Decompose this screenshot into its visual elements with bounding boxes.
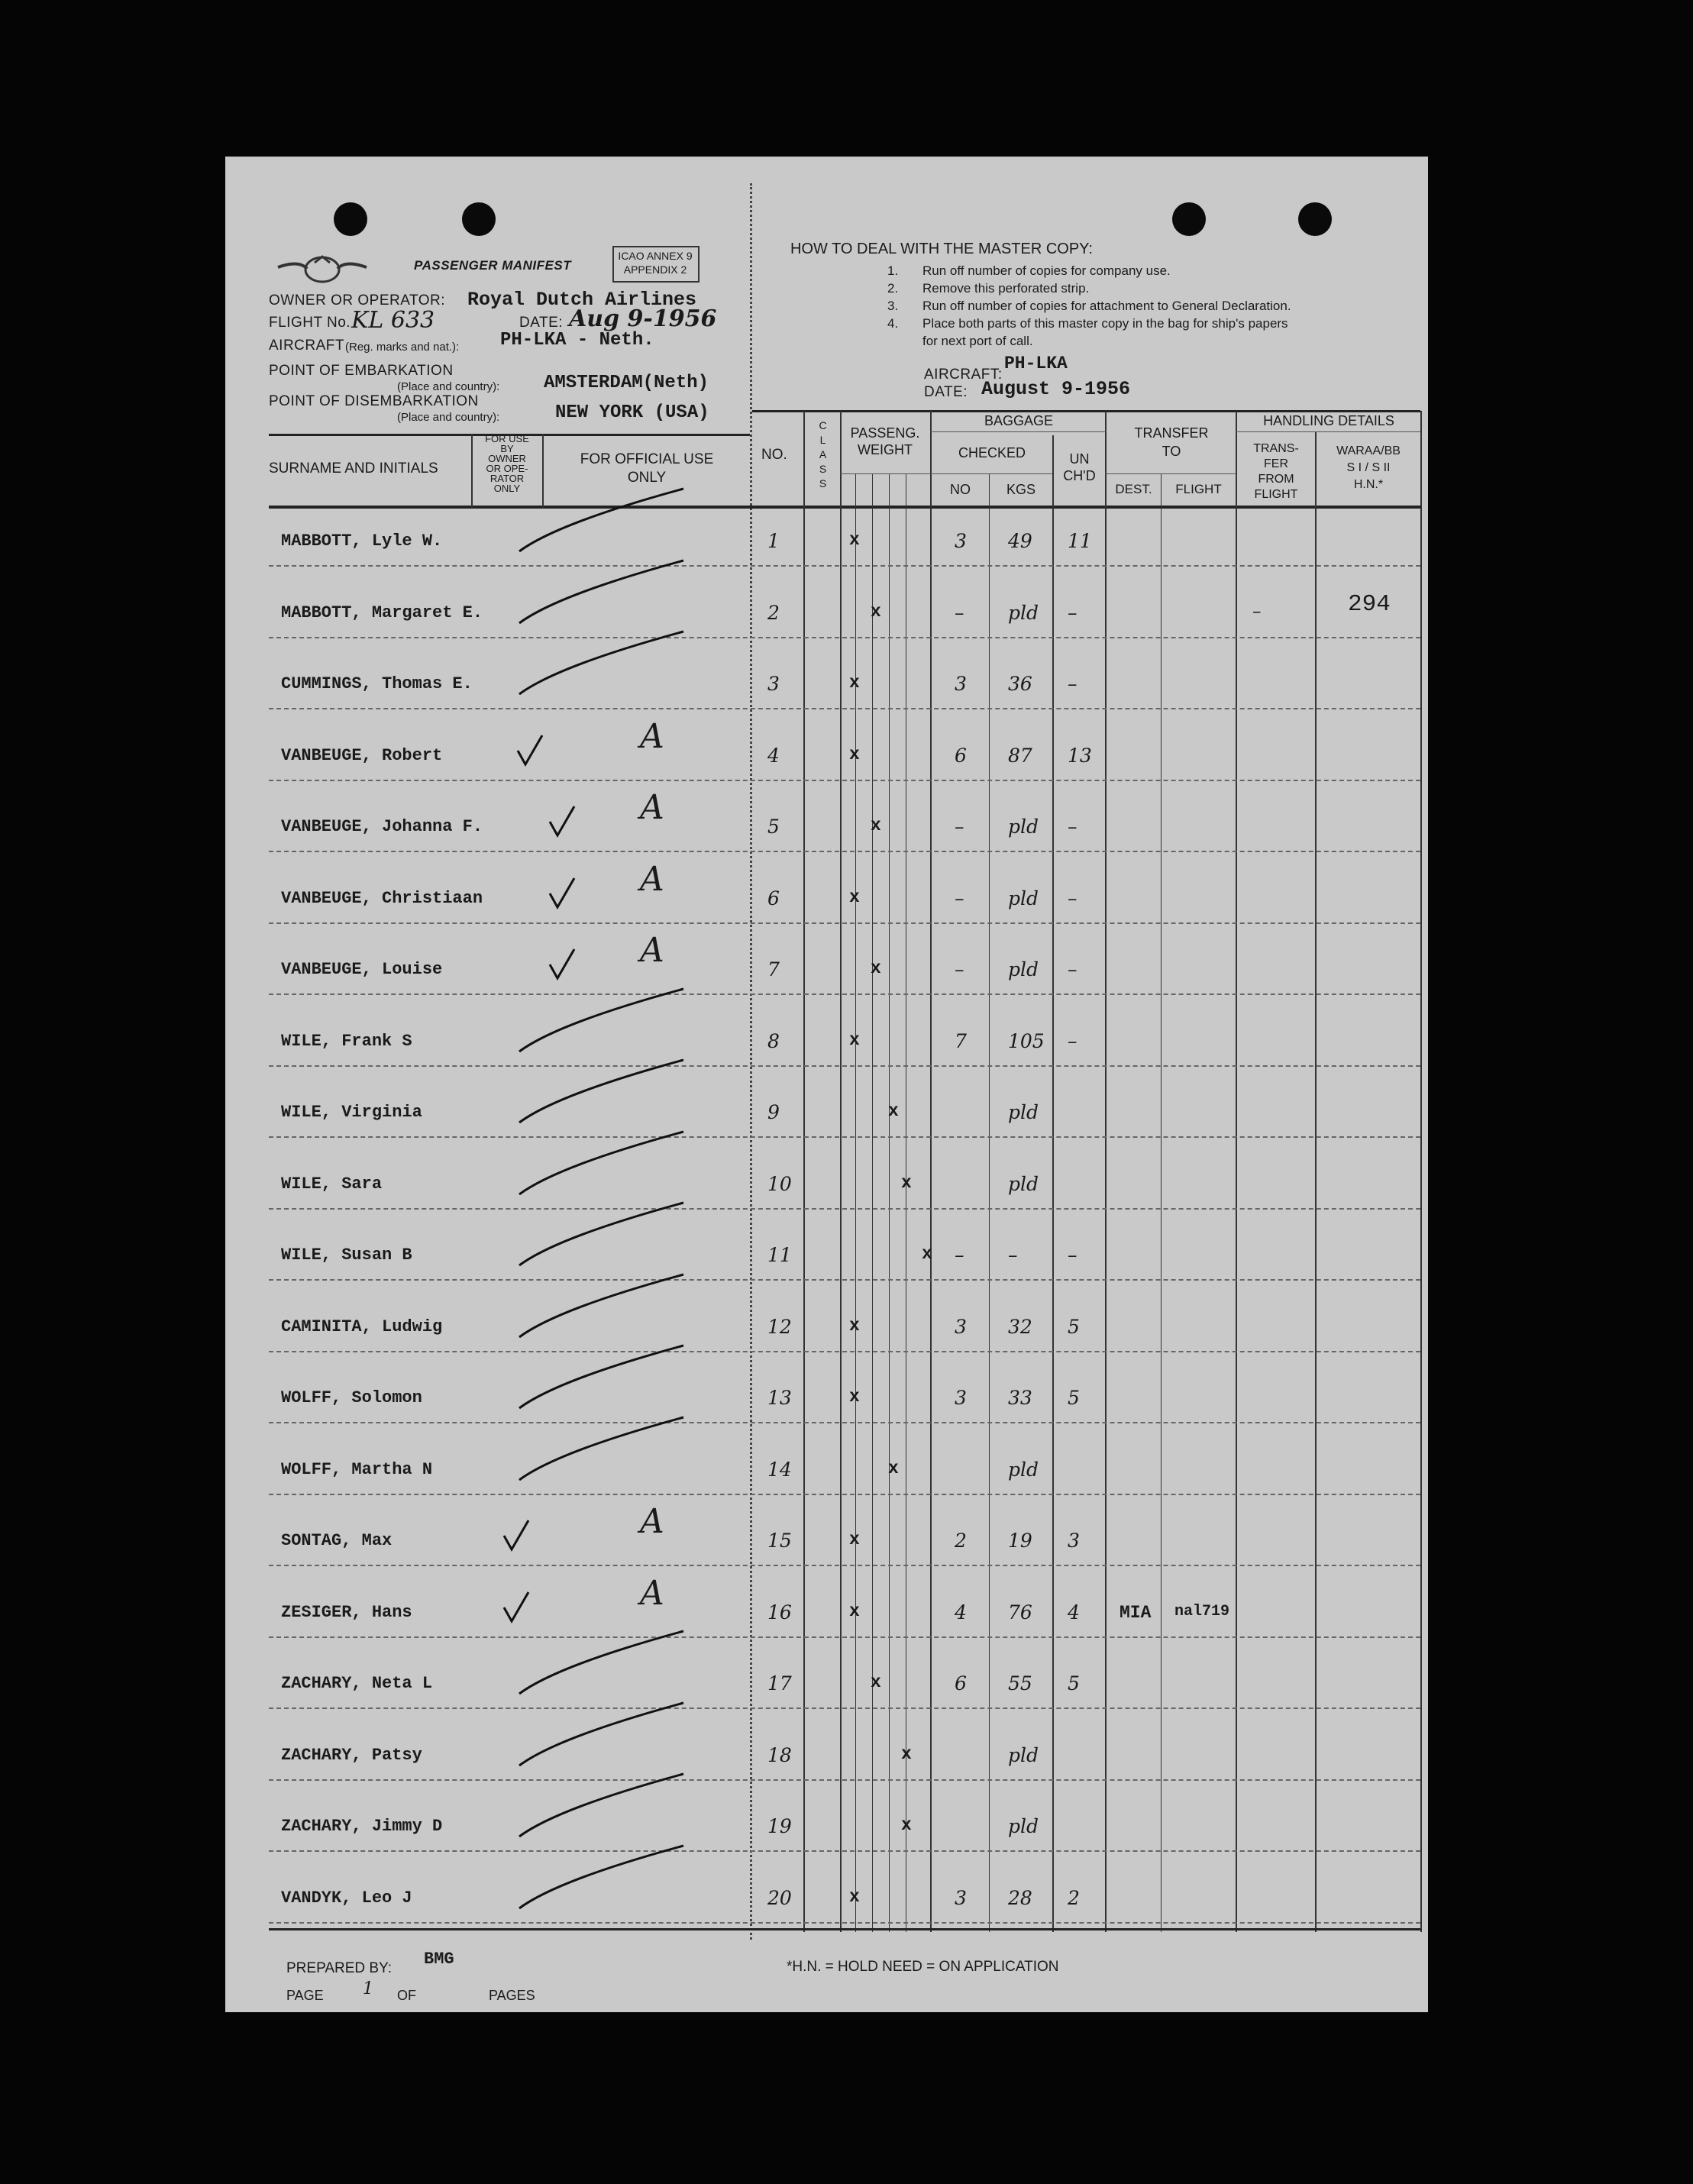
header-flight: FLIGHT bbox=[1175, 482, 1222, 496]
row-divider bbox=[269, 708, 1420, 710]
unchecked-count: – bbox=[1068, 673, 1078, 695]
weight-x-mark: x bbox=[849, 745, 860, 764]
master-aircraft-label: AIRCRAFT: bbox=[924, 367, 1003, 383]
prepared-value: BMG bbox=[424, 1950, 454, 1969]
row-divider bbox=[269, 780, 1420, 782]
unchecked-count: – bbox=[1068, 887, 1078, 909]
bag-kgs: 32 bbox=[1008, 1316, 1032, 1338]
baggage-rule bbox=[930, 431, 1106, 432]
weight-x-mark: x bbox=[849, 1316, 860, 1336]
row-divider bbox=[269, 1707, 1420, 1710]
header-baggage: BAGGAGE bbox=[984, 413, 1054, 428]
passenger-name: WILE, Sara bbox=[281, 1174, 383, 1194]
passenger-number: 13 bbox=[767, 1387, 792, 1409]
transfer-rule bbox=[1105, 473, 1236, 474]
bag-kgs: pld bbox=[1008, 816, 1039, 838]
master-heading: HOW TO DEAL WITH THE MASTER COPY: bbox=[790, 241, 1093, 257]
bag-count: 7 bbox=[955, 1030, 967, 1052]
passenger-number: 20 bbox=[767, 1887, 792, 1909]
disembark-label: POINT OF DISEMBARKATION bbox=[269, 393, 479, 409]
weight-x-mark: x bbox=[849, 673, 860, 693]
header-bottom-rule bbox=[269, 506, 1420, 509]
passenger-name: ZACHARY, Jimmy D bbox=[281, 1817, 443, 1836]
bag-count: – bbox=[955, 602, 964, 624]
passenger-number: 4 bbox=[767, 745, 780, 767]
master-step bbox=[887, 332, 1291, 350]
prepared-label: PREPARED BY: bbox=[286, 1960, 392, 1976]
weight-x-mark: x bbox=[849, 1887, 860, 1907]
passenger-number: 2 bbox=[767, 602, 780, 624]
bag-count: 3 bbox=[955, 1316, 967, 1338]
passenger-name: SONTAG, Max bbox=[281, 1531, 393, 1550]
passenger-name: CAMINITA, Ludwig bbox=[281, 1317, 443, 1336]
col-divider bbox=[989, 473, 990, 1932]
check-stroke-icon bbox=[504, 1838, 703, 1922]
date-label: DATE: bbox=[519, 315, 564, 331]
footer-rule bbox=[269, 1928, 1420, 1930]
bag-kgs: 87 bbox=[1008, 745, 1032, 767]
row-divider bbox=[269, 1494, 1420, 1496]
step-text: Remove this perforated strip. bbox=[922, 281, 1090, 296]
bag-kgs: – bbox=[1008, 1244, 1018, 1266]
passenger-number: 11 bbox=[767, 1244, 792, 1266]
weight-x-mark: x bbox=[901, 1815, 912, 1835]
of-label: OF bbox=[397, 1988, 416, 2003]
bag-count: 4 bbox=[955, 1601, 967, 1623]
passenger-name: VANBEUGE, Christiaan bbox=[281, 889, 483, 908]
header-transfer: TRANSFER TO bbox=[1134, 425, 1209, 459]
punch-hole bbox=[1298, 202, 1332, 236]
header-surname: SURNAME AND INITIALS bbox=[269, 460, 438, 477]
bag-count: 3 bbox=[955, 1387, 967, 1409]
unchecked-count: 5 bbox=[1068, 1316, 1080, 1338]
unchecked-count: 4 bbox=[1068, 1601, 1080, 1623]
perforation-line bbox=[750, 183, 752, 2008]
header-official-use: FOR OFFICIAL USE ONLY bbox=[580, 451, 714, 486]
weight-x-mark: x bbox=[849, 1030, 860, 1050]
weight-x-mark: x bbox=[849, 530, 860, 550]
page-label: PAGE bbox=[286, 1988, 324, 2003]
bag-kgs: 49 bbox=[1008, 530, 1032, 552]
punch-hole bbox=[1172, 202, 1206, 236]
bag-count: 6 bbox=[955, 1672, 967, 1695]
passenger-name: WOLFF, Martha N bbox=[281, 1460, 433, 1479]
passenger-name: VANBEUGE, Johanna F. bbox=[281, 817, 483, 836]
weight-x-mark: x bbox=[871, 1672, 881, 1692]
unchecked-count: 3 bbox=[1068, 1530, 1080, 1552]
official-mark: A bbox=[640, 860, 664, 899]
col-divider bbox=[872, 473, 873, 1932]
weight-x-mark: x bbox=[888, 1101, 899, 1121]
bag-kgs: pld bbox=[1008, 1815, 1039, 1837]
unchecked-count: 11 bbox=[1068, 530, 1092, 552]
header-kgs: KGS bbox=[1006, 482, 1036, 497]
handling-rule bbox=[1236, 431, 1420, 432]
passenger-name: ZACHARY, Patsy bbox=[281, 1746, 422, 1765]
bag-kgs: 105 bbox=[1008, 1030, 1045, 1052]
bag-kgs: 36 bbox=[1008, 673, 1032, 695]
bag-count: – bbox=[955, 1244, 964, 1266]
weight-x-mark: x bbox=[888, 1459, 899, 1478]
unchecked-count: – bbox=[1068, 1244, 1078, 1266]
flight-label: FLIGHT No. bbox=[269, 315, 351, 331]
passenger-number: 3 bbox=[767, 673, 780, 695]
header-bag-no: NO bbox=[950, 482, 971, 497]
passenger-number: 18 bbox=[767, 1744, 792, 1766]
bag-count: 6 bbox=[955, 745, 967, 767]
bag-kgs: 19 bbox=[1008, 1530, 1032, 1552]
unchecked-count: 5 bbox=[1068, 1387, 1080, 1409]
master-step bbox=[887, 279, 1291, 297]
row-divider bbox=[269, 1636, 1420, 1639]
unchecked-count: – bbox=[1068, 958, 1078, 981]
header-class: C L A S S bbox=[819, 419, 827, 489]
icao-line1: ICAO ANNEX 9 bbox=[618, 250, 693, 262]
row-divider bbox=[269, 1565, 1420, 1567]
header-checked: CHECKED bbox=[958, 445, 1026, 460]
step-text: Place both parts of this master copy in the bag for ship's papers bbox=[922, 316, 1288, 331]
bag-kgs: pld bbox=[1008, 1173, 1039, 1195]
weight-x-mark: x bbox=[922, 1244, 932, 1264]
header-waraa: WARAA/BB S I / S II H.N.* bbox=[1336, 444, 1401, 491]
step-number: 1. bbox=[887, 263, 899, 278]
row-divider bbox=[269, 851, 1420, 853]
page-value: 1 bbox=[363, 1979, 373, 1998]
bag-kgs: pld bbox=[1008, 1459, 1039, 1481]
passenger-number: 9 bbox=[767, 1101, 780, 1123]
master-step bbox=[887, 297, 1291, 315]
disembark-value: NEW YORK (USA) bbox=[555, 402, 709, 423]
passenger-number: 15 bbox=[767, 1530, 792, 1552]
unchecked-count: 2 bbox=[1068, 1887, 1080, 1909]
date-value: Aug 9-1956 bbox=[569, 305, 717, 332]
passenger-name: WOLFF, Solomon bbox=[281, 1388, 422, 1407]
row-divider bbox=[269, 1779, 1420, 1782]
passenger-number: 10 bbox=[767, 1173, 792, 1195]
official-mark: A bbox=[640, 931, 664, 970]
row-divider bbox=[269, 993, 1420, 996]
weight-x-mark: x bbox=[871, 602, 881, 622]
bag-count: – bbox=[955, 958, 964, 981]
passenger-number: 19 bbox=[767, 1815, 792, 1837]
bag-kgs: 33 bbox=[1008, 1387, 1032, 1409]
passenger-name: WILE, Frank S bbox=[281, 1032, 412, 1051]
bag-kgs: pld bbox=[1008, 602, 1039, 624]
unchecked-count: – bbox=[1068, 1030, 1078, 1052]
row-divider bbox=[269, 1850, 1420, 1853]
step-number: 3. bbox=[887, 299, 899, 313]
master-steps bbox=[887, 262, 1291, 350]
bag-count: – bbox=[955, 816, 964, 838]
col-divider bbox=[889, 473, 890, 1932]
transfer-flight: nal719 bbox=[1174, 1603, 1230, 1620]
row-divider bbox=[269, 637, 1420, 639]
bag-count: 3 bbox=[955, 530, 967, 552]
passenger-name: VANBEUGE, Louise bbox=[281, 960, 443, 979]
embark-value: AMSTERDAM(Neth) bbox=[544, 373, 709, 393]
row-divider bbox=[269, 922, 1420, 925]
bag-kgs: 55 bbox=[1008, 1672, 1032, 1695]
passenger-number: 14 bbox=[767, 1459, 792, 1481]
icao-line2: APPENDIX 2 bbox=[623, 263, 687, 276]
passenger-name: WILE, Virginia bbox=[281, 1103, 422, 1122]
owner-label: OWNER OR OPERATOR: bbox=[269, 292, 446, 309]
airline-logo-icon bbox=[276, 252, 368, 287]
master-step bbox=[887, 262, 1291, 279]
owner-value: Royal Dutch Airlines bbox=[467, 289, 697, 311]
embark-label: POINT OF EMBARKATION bbox=[269, 363, 454, 379]
step-text: for next port of call. bbox=[922, 334, 1033, 348]
pages-label: PAGES bbox=[489, 1988, 535, 2003]
master-aircraft-value: PH-LKA bbox=[1004, 354, 1068, 373]
row-divider bbox=[269, 1136, 1420, 1139]
row-divider bbox=[269, 1422, 1420, 1424]
step-number: 2. bbox=[887, 281, 899, 296]
bag-kgs: 28 bbox=[1008, 1887, 1032, 1909]
aircraft-label: AIRCRAFT bbox=[269, 338, 344, 354]
passenger-name: ZESIGER, Hans bbox=[281, 1603, 412, 1622]
header-unchd: UN CH'D bbox=[1063, 451, 1096, 483]
weight-x-mark: x bbox=[849, 1387, 860, 1407]
bag-count: – bbox=[955, 887, 964, 909]
passenger-name: VANDYK, Leo J bbox=[281, 1888, 412, 1908]
step-number: 4. bbox=[887, 316, 899, 331]
header-transfer-from: TRANS- FER FROM FLIGHT bbox=[1253, 442, 1299, 501]
passenger-number: 5 bbox=[767, 816, 780, 838]
header-dest: DEST. bbox=[1115, 482, 1152, 496]
weight-x-mark: x bbox=[849, 1530, 860, 1549]
unchecked-count: – bbox=[1068, 602, 1078, 624]
aircraft-value: PH-LKA - Neth. bbox=[500, 330, 654, 351]
weight-x-mark: x bbox=[901, 1173, 912, 1193]
bag-kgs: pld bbox=[1008, 1101, 1039, 1123]
col-divider bbox=[1420, 411, 1422, 1932]
passenger-name: CUMMINGS, Thomas E. bbox=[281, 674, 473, 693]
form-title: PASSENGER MANIFEST bbox=[414, 258, 572, 273]
embark-sub: (Place and country): bbox=[397, 380, 500, 393]
header-no: NO. bbox=[761, 447, 787, 463]
bag-count: 3 bbox=[955, 673, 967, 695]
col-divider bbox=[1161, 473, 1162, 1932]
passenger-number: 7 bbox=[767, 958, 780, 981]
bag-kgs: 76 bbox=[1008, 1601, 1032, 1623]
official-mark: A bbox=[640, 1502, 664, 1541]
unchecked-count: 5 bbox=[1068, 1672, 1080, 1695]
weight-x-mark: x bbox=[871, 816, 881, 835]
step-text: Run off number of copies for attachment to General Declaration. bbox=[922, 299, 1291, 313]
handling-number: 294 bbox=[1348, 591, 1391, 618]
master-date-label: DATE: bbox=[924, 384, 968, 400]
weight-x-mark: x bbox=[849, 1601, 860, 1621]
row-divider bbox=[269, 1279, 1420, 1281]
transfer-from: – bbox=[1252, 602, 1262, 622]
header-owner-use: FOR USE BY OWNER OR OPE- RATOR ONLY bbox=[485, 433, 529, 494]
passenger-name: MABBOTT, Lyle W. bbox=[281, 531, 443, 551]
passenger-number: 6 bbox=[767, 887, 780, 909]
punch-hole bbox=[334, 202, 367, 236]
punch-hole bbox=[462, 202, 496, 236]
passenger-name: ZACHARY, Neta L bbox=[281, 1674, 433, 1693]
checked-rule bbox=[930, 473, 1052, 474]
row-divider bbox=[269, 1351, 1420, 1353]
row-divider bbox=[269, 1208, 1420, 1210]
step-text: Run off number of copies for company use. bbox=[922, 263, 1171, 278]
flight-value: KL 633 bbox=[351, 307, 435, 334]
passenger-number: 17 bbox=[767, 1672, 792, 1695]
transfer-dest: MIA bbox=[1120, 1603, 1152, 1623]
master-date-value: August 9-1956 bbox=[981, 378, 1131, 400]
weight-x-mark: x bbox=[901, 1744, 912, 1764]
bag-count: 2 bbox=[955, 1530, 967, 1552]
weight-rule bbox=[840, 473, 930, 474]
unchecked-count: 13 bbox=[1068, 745, 1092, 767]
official-mark: A bbox=[640, 1574, 664, 1613]
passenger-number: 12 bbox=[767, 1316, 792, 1338]
passenger-number: 8 bbox=[767, 1030, 780, 1052]
passenger-name: WILE, Susan B bbox=[281, 1245, 412, 1265]
bag-count: 3 bbox=[955, 1887, 967, 1909]
row-divider bbox=[269, 565, 1420, 567]
passenger-name: MABBOTT, Margaret E. bbox=[281, 603, 483, 622]
table-top-right bbox=[752, 410, 1420, 412]
header-handling: HANDLING DETAILS bbox=[1263, 413, 1394, 428]
bag-kgs: pld bbox=[1008, 887, 1039, 909]
unchecked-count: – bbox=[1068, 816, 1078, 838]
row-divider bbox=[269, 1922, 1420, 1924]
weight-x-mark: x bbox=[849, 887, 860, 907]
disembark-sub: (Place and country): bbox=[397, 411, 500, 424]
weight-x-mark: x bbox=[871, 958, 881, 978]
passenger-number: 16 bbox=[767, 1601, 792, 1623]
footnote: *H.N. = HOLD NEED = ON APPLICATION bbox=[787, 1959, 1059, 1975]
header-passeng: PASSENG. WEIGHT bbox=[850, 425, 920, 457]
passenger-name: VANBEUGE, Robert bbox=[281, 746, 443, 765]
official-mark: A bbox=[640, 788, 664, 827]
passenger-number: 1 bbox=[767, 530, 780, 552]
official-mark: A bbox=[640, 717, 664, 756]
row-divider bbox=[269, 1065, 1420, 1068]
aircraft-sub: (Reg. marks and nat.): bbox=[345, 341, 460, 354]
master-step bbox=[887, 315, 1291, 332]
bag-kgs: pld bbox=[1008, 1744, 1039, 1766]
bag-kgs: pld bbox=[1008, 958, 1039, 981]
